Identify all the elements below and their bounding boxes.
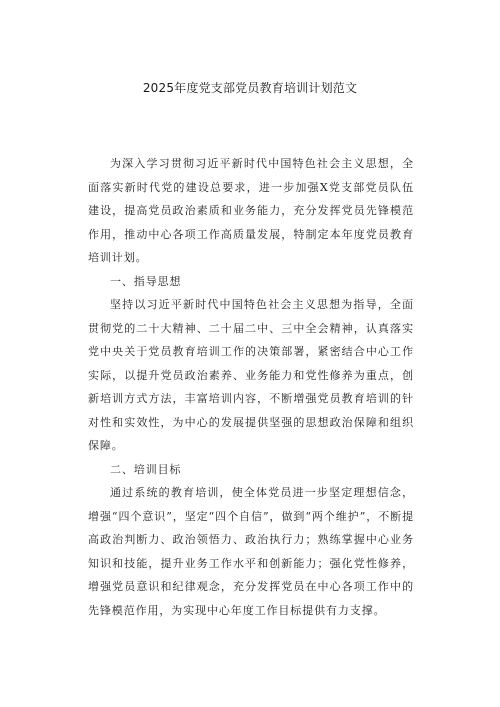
document-body: [88, 152, 414, 622]
document-title: 2025年度党支部党员教育培训计划范文: [142, 81, 358, 95]
section-heading-training-goals: 二、培训目标: [110, 462, 182, 476]
section-heading-guiding-ideology: 一、指导思想: [110, 274, 182, 288]
intro-paragraph: 为深入学习贯彻习近平新时代中国特色社会主义思想，全面落实新时代党的建设总要求，进一步加强X党支部党员队伍建设，提高党员政治素质和业务能力，充分发挥党员先锋模范作用，推动中心各项工作高质量发展，特制定本年度党员教育培训计划。: [88, 157, 414, 264]
section-paragraph-guiding-ideology: 坚持以习近平新时代中国特色社会主义思想为指导，全面贯彻党的二十大精神、二十届二中、三中全会精神，认真落实党中央关于党员教育培训工作的决策部署，紧密结合中心工作实际，以提升党员政治素养、业务能力和党性修养为重点，创新培训方式方法，丰富培训内容，不断增强党员教育培训的针对性和实效性，为中心的发展提供坚强的思想政治保障和组织保障。: [88, 298, 414, 452]
section-paragraph-training-goals: 通过系统的教育培训，使全体党员进一步坚定理想信念，增强“四个意识”，坚定“四个自信”，做到“两个维护”，不断提高政治判断力、政治领悟力、政治执行力；熟练掌握中心业务知识和技能，提升业务工作水平和创新能力；强化党性修养，增强党员意识和纪律观念，充分发挥党员在中心各项工作中的先锋模范作用，为实现中心年度工作目标提供有力支撑。: [88, 486, 414, 617]
